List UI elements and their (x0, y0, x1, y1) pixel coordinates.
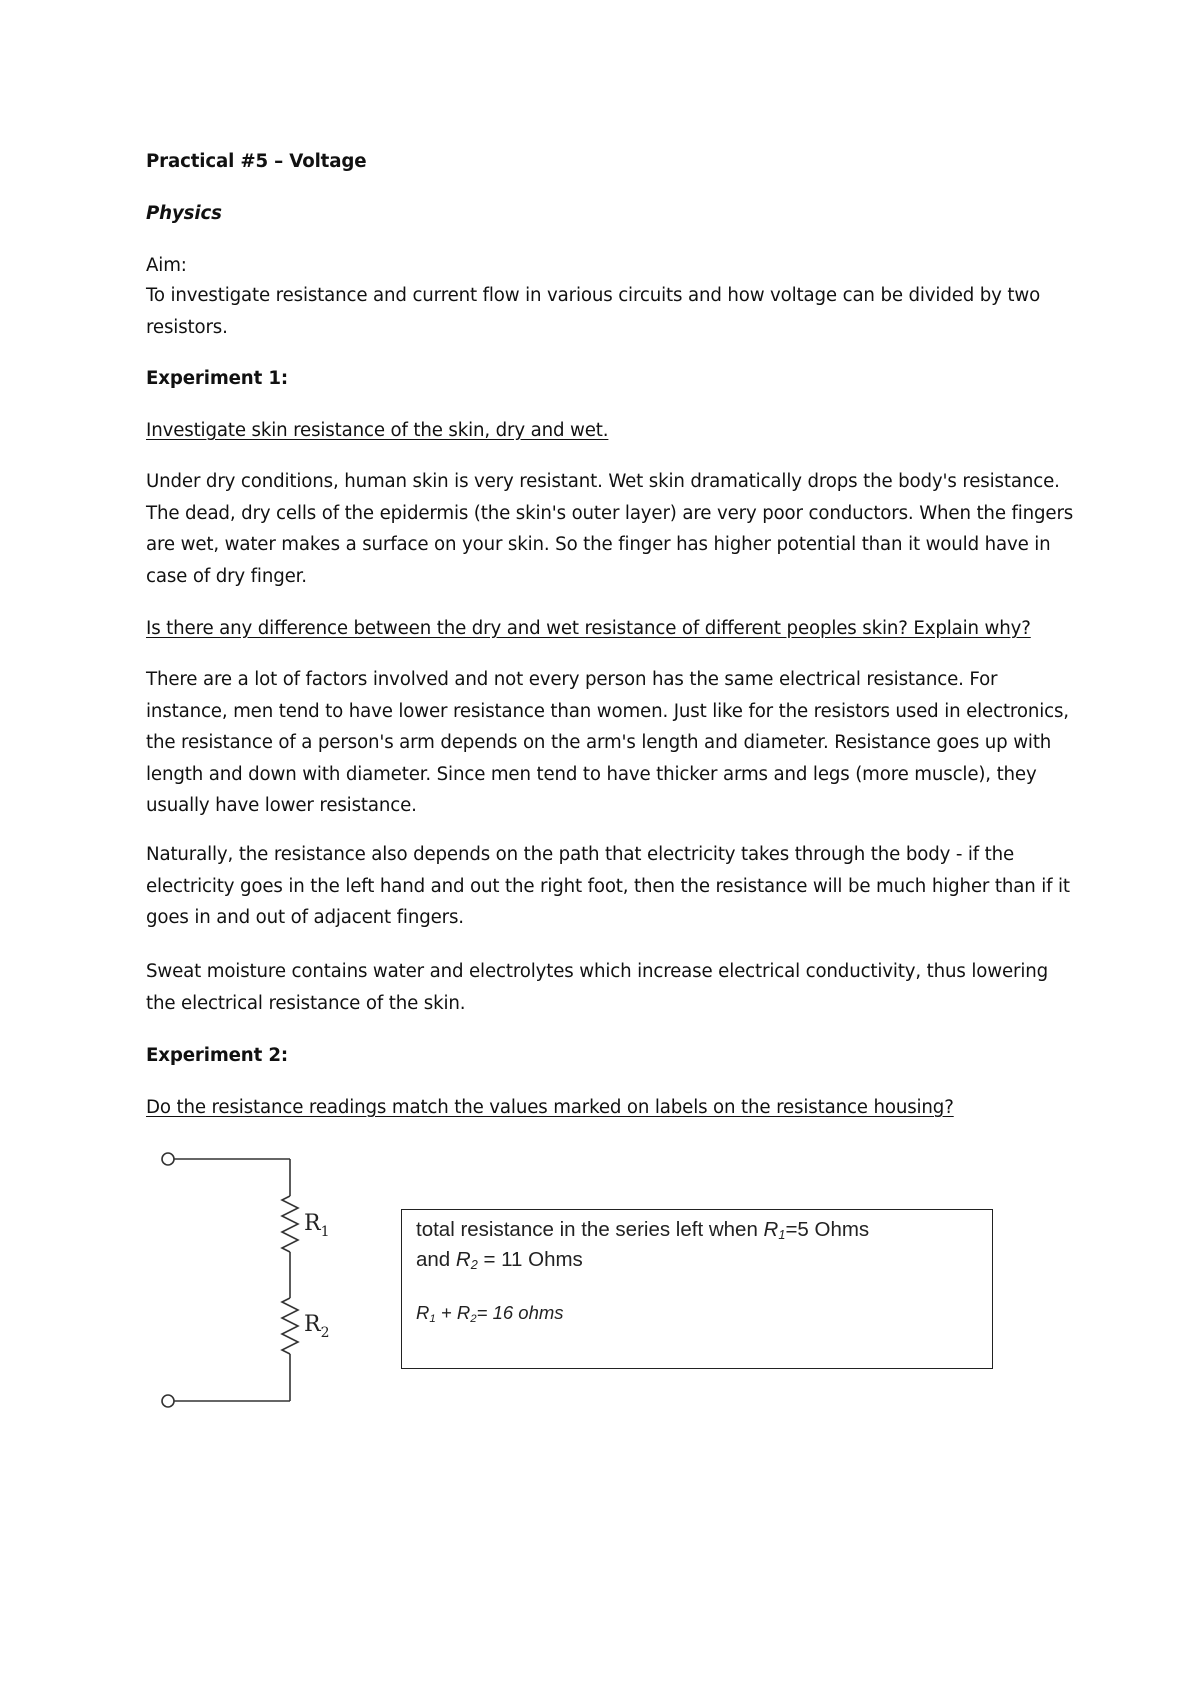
aim-text: To investigate resistance and current flow in various circuits and how voltage can be divided by two resistors. (146, 285, 1041, 338)
resistor-r2-label: $R_2$ (304, 1312, 330, 1341)
experiment-2-question: Do the resistance readings match the values marked on labels on the resistance housing? (146, 1097, 954, 1118)
experiment-1-subheading: Investigate skin resistance of the skin, dry and wet. (146, 420, 609, 441)
experiment-1-paragraph-2: There are a lot of factors involved and not every person has the same electrical resistance. For instance, men tend to have lower resistance than women. Just like for the resistors used in electronics, the resistance of a person's arm depends on the arm's length and diameter. Resistance goes up with length and down with diameter. Since men tend to have thicker arms and legs (more muscle), they usually have lower resistance. (146, 669, 1069, 816)
experiment-1-heading: Experiment 1: (146, 368, 288, 389)
resistor-r1-symbol (282, 1196, 298, 1252)
resistor-r2-symbol (282, 1298, 298, 1354)
subject-label: Physics (146, 203, 222, 224)
experiment-1-question: Is there any difference between the dry and wet resistance of different peoples skin? Explain why? (146, 618, 1031, 639)
aim-label: Aim: (146, 255, 187, 276)
answer-equation: $R_1 + R_2= 16$ ohms (416, 1302, 564, 1325)
document-title: Practical #5 – Voltage (146, 151, 367, 172)
answer-box (401, 1209, 993, 1369)
experiment-1-paragraph-3: Naturally, the resistance also depends on the path that electricity takes through the body - if the electricity goes in the left hand and out the right foot, then the resistance will be much higher than if it goes in and out of adjacent fingers. (146, 844, 1070, 928)
terminal-bottom (162, 1395, 174, 1407)
answer-line-2: and $R_2 = 11$ Ohms (416, 1248, 583, 1273)
experiment-1-paragraph-1: Under dry conditions, human skin is very resistant. Wet skin dramatically drops the body's resistance. The dead, dry cells of the epidermis (the skin's outer layer) are very poor conductors. When the fingers are wet, water makes a surface on your skin. So the finger has higher potential than it would have in case of dry finger. (146, 471, 1074, 587)
series-circuit-diagram (150, 1140, 370, 1420)
terminal-top (162, 1153, 174, 1165)
experiment-2-heading: Experiment 2: (146, 1045, 288, 1066)
resistor-r1-label: $R_1$ (304, 1211, 330, 1240)
answer-line-1: total resistance in the series left when $R_1=5$ Ohms (416, 1218, 870, 1243)
experiment-1-paragraph-4: Sweat moisture contains water and electrolytes which increase electrical conductivity, thus lowering the electrical resistance of the skin. (146, 961, 1049, 1014)
